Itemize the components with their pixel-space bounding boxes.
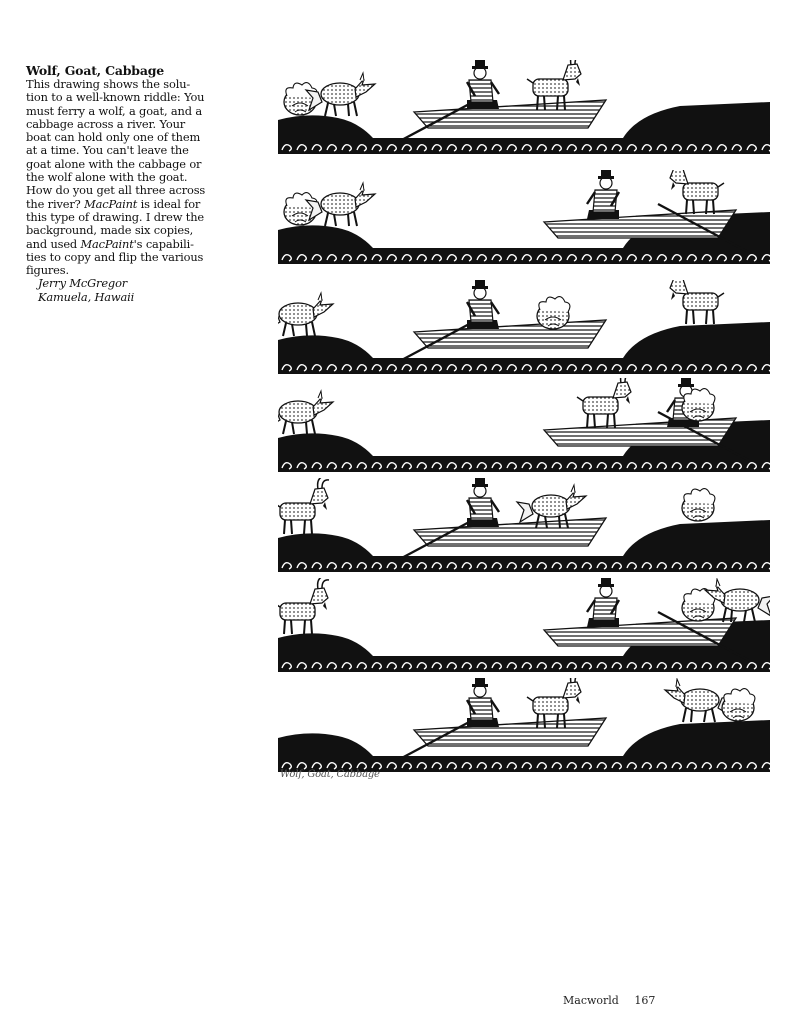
figure-caption: Wolf, Goat, Cabbage — [280, 769, 380, 780]
wolf-figure — [306, 73, 375, 116]
farmer-figure — [587, 170, 619, 219]
body-line: tion to a well-known riddle: You — [26, 90, 205, 105]
rowboat — [414, 718, 606, 746]
goat-figure — [669, 170, 724, 214]
goat-figure — [669, 280, 724, 324]
right-bank — [623, 720, 770, 756]
scene-drawing — [278, 378, 770, 474]
body-line: the wolf alone with the goat. — [26, 170, 188, 185]
body-line: at a time. You can't leave the — [26, 143, 189, 158]
body-line: ties to copy and flip the various — [26, 249, 204, 264]
body-line: must ferry a wolf, a goat, and a — [26, 103, 202, 118]
left-bank — [278, 533, 373, 556]
scene-panel — [278, 478, 770, 574]
farmer-figure — [587, 578, 619, 627]
macpaint-name: MacPaint — [84, 196, 138, 211]
body-line: background, made six copies, — [26, 223, 194, 238]
scene-panel — [278, 60, 770, 156]
scene-panel — [278, 280, 770, 376]
scene-drawing — [278, 170, 770, 266]
cabbage-figure — [682, 489, 715, 521]
cabbage-figure — [537, 297, 570, 329]
article-sidebar — [26, 64, 231, 304]
cabbage-figure — [682, 389, 715, 421]
scene-drawing — [278, 280, 770, 376]
author-name: Jerry McGregor — [38, 276, 128, 291]
cabbage-figure — [722, 689, 755, 721]
body-line: How do you get all three across — [26, 183, 206, 198]
goat-figure — [278, 478, 329, 534]
body-text: and used — [26, 236, 81, 251]
right-bank — [623, 102, 770, 138]
wolf-figure — [278, 293, 333, 336]
body-text: the river? — [26, 196, 85, 211]
body-text: 's capabili- — [133, 236, 194, 251]
article-title: Wolf, Goat, Cabbage — [26, 63, 165, 78]
left-bank — [278, 225, 373, 248]
farmer-figure — [467, 280, 499, 329]
magazine-name: Macworld — [563, 994, 619, 1007]
scene-drawing — [278, 678, 770, 774]
left-bank — [278, 733, 373, 756]
rowboat — [544, 618, 736, 646]
macpaint-name: MacPaint — [80, 236, 134, 251]
body-line-with-macpaint — [26, 238, 231, 251]
farmer-figure — [467, 60, 499, 109]
rowboat — [544, 418, 736, 446]
scene-drawing — [278, 478, 770, 574]
rowboat — [414, 100, 606, 128]
left-bank — [278, 433, 373, 456]
goat-figure — [577, 378, 632, 428]
rowboat — [414, 320, 606, 348]
cabbage-figure — [284, 83, 317, 115]
farmer-figure — [467, 478, 499, 527]
right-bank — [623, 322, 770, 358]
body-line: goat alone with the cabbage or — [26, 156, 202, 171]
farmer-figure — [467, 678, 499, 727]
right-bank — [623, 520, 770, 556]
scene-panel — [278, 378, 770, 474]
body-line-with-macpaint — [26, 198, 231, 211]
rowboat — [544, 210, 736, 238]
article-body — [26, 78, 231, 277]
wolf-figure — [278, 391, 333, 434]
wolf-figure — [306, 183, 375, 226]
goat-figure — [278, 578, 329, 634]
body-line: boat can hold only one of them — [26, 130, 201, 145]
scene-panel — [278, 170, 770, 266]
page-footer — [563, 994, 655, 1007]
cabbage-figure — [284, 193, 317, 225]
body-line: cabbage across a river. Your — [26, 116, 186, 131]
body-line: figures. — [26, 263, 69, 278]
page-number: 167 — [634, 994, 656, 1007]
body-line: This drawing shows the solu- — [26, 77, 191, 91]
scene-drawing — [278, 60, 770, 156]
body-line: this type of drawing. I drew the — [26, 209, 204, 224]
left-bank — [278, 335, 373, 358]
author-location: Kamuela, Hawaii — [38, 289, 135, 304]
left-bank — [278, 115, 373, 138]
scene-drawing — [278, 578, 770, 674]
body-text: is ideal for — [137, 196, 201, 211]
scene-panel — [278, 578, 770, 674]
rowboat — [414, 518, 606, 546]
scene-panel — [278, 678, 770, 774]
wolf-figure — [665, 679, 734, 722]
left-bank — [278, 633, 373, 656]
